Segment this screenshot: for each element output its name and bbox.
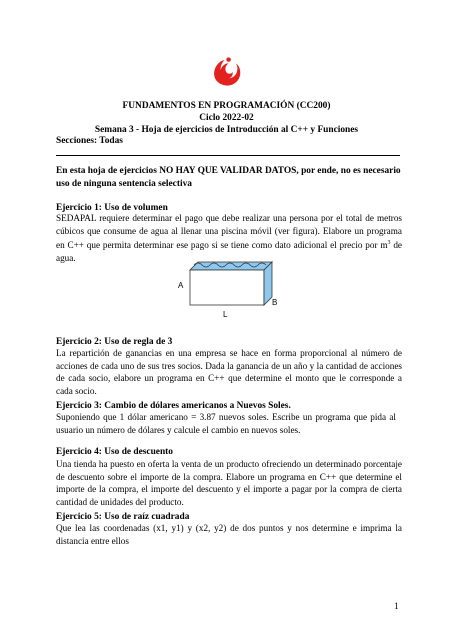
exercise-4-title: Ejercicio 4: Uso de descuento <box>56 447 173 457</box>
figure-label-l: L <box>223 310 228 319</box>
intro-text: En esta hoja de ejercicios NO HAY QUE VALIDAR DATOS, por ende, no es necesario uso de ninguna sentencia selectiva <box>56 166 401 189</box>
exercise-2-title: Ejercicio 2: Uso de regla de 3 <box>56 337 173 347</box>
page-number: 1 <box>394 602 399 612</box>
exercise-1-body: SEDAPAL requiere determinar el pago que debe realizar una persona por el total de metros cúbicos que consume de agua al llenar una piscina móvil (ver figura). Elabore un programa en C++ que permita determinar ese pago si se tiene como dato adicional el precio por $m^3$ de agua. <box>56 213 403 263</box>
figure-label-a: A <box>178 281 184 290</box>
university-logo <box>211 56 243 88</box>
pool-figure <box>172 256 282 322</box>
exercise-3-body: Suponiendo que 1 dólar americano = 3.87 nuevos soles. Escribe un programa que pida al usuario un número de dólares y calcule el cambio en nuevos soles. <box>56 412 396 435</box>
figure-label-b: B <box>272 298 278 307</box>
course-title: FUNDAMENTOS EN PROGRAMACIÓN (CC200) <box>122 101 331 111</box>
cycle-title: Ciclo 2022-02 <box>199 113 254 123</box>
exercise-3-title: Ejercicio 3: Cambio de dólares americanos a Nuevos Soles. <box>56 401 291 411</box>
exercise-2-body: La repartición de ganancias en una empresa se hace en forma proporcional al número de acciones de cada uno de sus tres socios. Dada la ganancia de un año y la cantidad de acciones de cada socio, elabore un programa en C++ que determine el monto que le corresponde a cada socio. <box>56 348 402 396</box>
week-title: Semana 3 - Hoja de ejercicios de Introducción al C++ y Funciones <box>94 125 359 135</box>
exercise-1-title: Ejercicio 1: Uso de volumen <box>56 203 168 213</box>
exercise-5-title: Ejercicio 5: Uso de raíz cuadrada <box>56 512 190 522</box>
divider <box>56 155 400 156</box>
exercise-5-body: Que lea las coordenadas (x1, y1) y (x2, y2) de dos puntos y nos determine e imprima la distancia entre ellos <box>56 523 402 546</box>
sections-label: Secciones: Todas <box>56 136 123 146</box>
exercise-4-body: Una tienda ha puesto en oferta la venta de un producto ofreciendo un determinado porcentaje de descuento sobre el importe de la compra. Elabore un programa en C++ que determine el importe de la compra, el importe del descuento y el importe a pagar por la compra de cierta cantidad de unidades del producto. <box>56 459 402 507</box>
